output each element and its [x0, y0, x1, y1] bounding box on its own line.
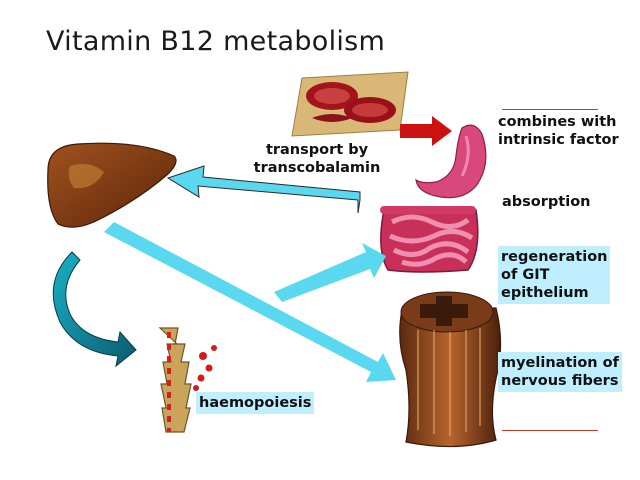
regeneration-label-line2: of GIT [501, 267, 550, 283]
regeneration-label-line3: epithelium [501, 285, 589, 301]
red-arrow [400, 116, 452, 146]
transport-label [249, 141, 385, 177]
spine-image [160, 328, 217, 432]
intestine-image [380, 206, 478, 272]
regeneration-arrow [274, 243, 386, 302]
absorption-label: absorption [502, 194, 591, 210]
myelination-label-line2: nervous fibers [501, 373, 619, 389]
nerve-fiber-image [400, 292, 501, 447]
intrinsic-label-line2: intrinsic factor [498, 132, 619, 148]
myelination-label [498, 352, 622, 392]
page-title: Vitamin B12 metabolism [46, 26, 386, 57]
transport-label-line2: transcobalamin [253, 160, 381, 176]
transport-label-line1: transport by [265, 142, 369, 158]
myelination-label-line1: myelination of [501, 355, 619, 371]
intrinsic-label-line1: combines with [498, 114, 617, 130]
liver-image [48, 143, 176, 227]
separator-line-bottom [502, 430, 598, 431]
haemopoiesis-curve-arrow [53, 252, 136, 366]
regeneration-label [498, 246, 610, 304]
separator-line-top [502, 109, 598, 110]
meat-image [292, 72, 408, 136]
myelination-arrow [104, 222, 396, 382]
intrinsic-factor-label [498, 113, 619, 149]
regeneration-label-line1: regeneration [501, 249, 608, 265]
haemopoiesis-label: haemopoiesis [196, 392, 314, 414]
